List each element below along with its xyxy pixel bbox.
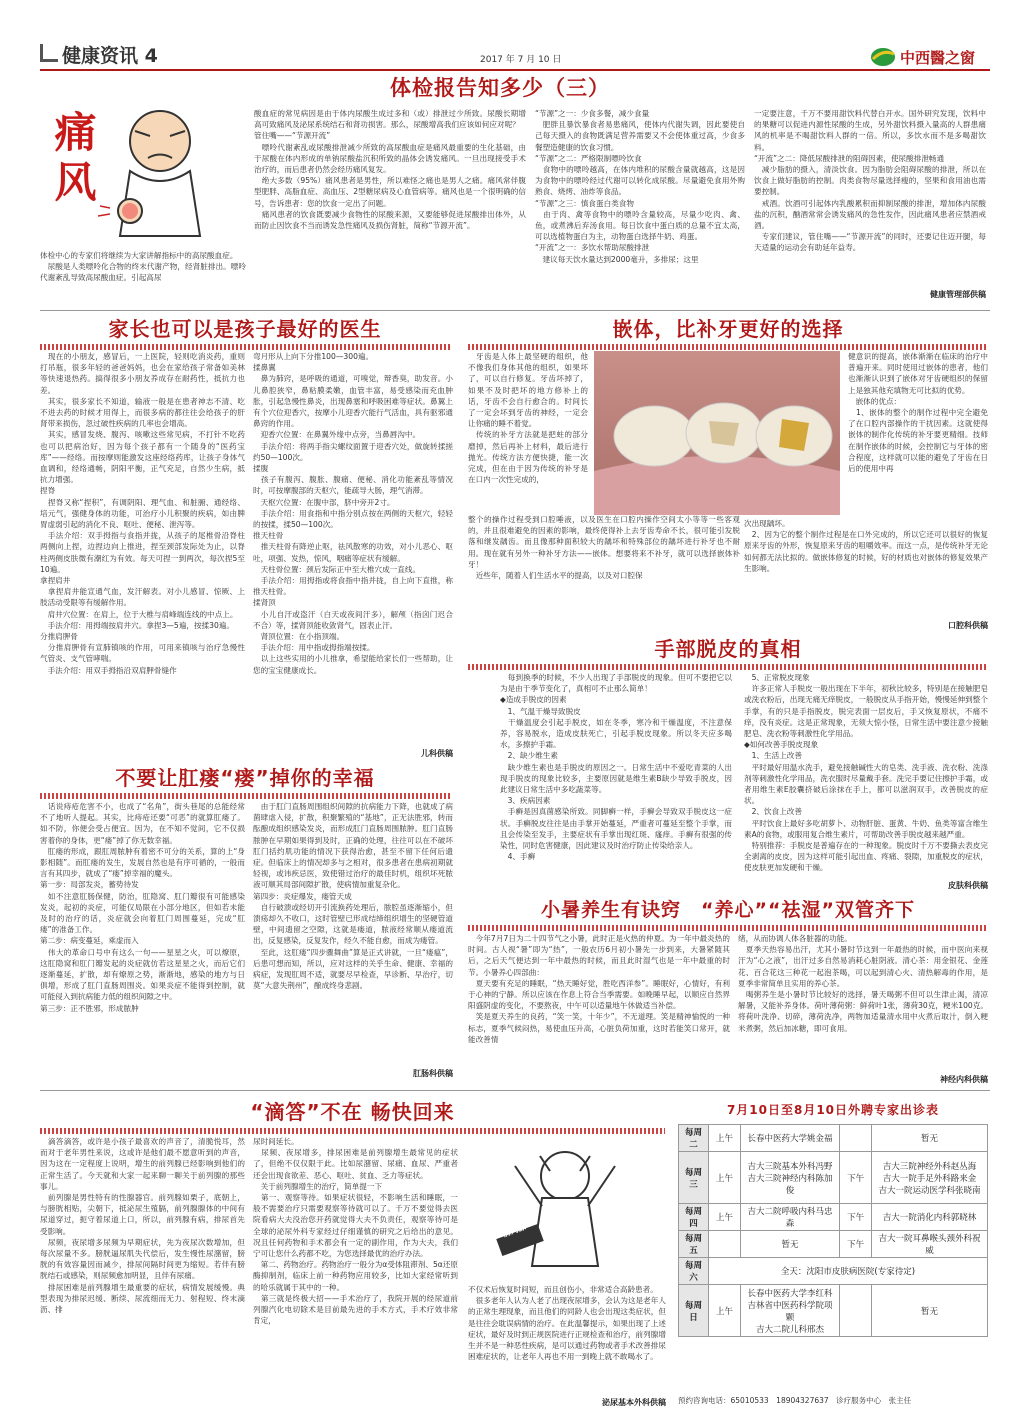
art1-col4: 一定要注意，千万不要用甜饮料代替白开水。国外研究发现，饮料中的果糖可以促进内源性尿酸的生成，另外甜饮料摄入量高的人群患痛风的机率是不喝甜饮料人群的一倍。所以，多饮水而不是多喝甜饮料。 “开流”之二：降低尿酸排泄的阻碍因素，使尿酸排泄畅通 减少脂肪的摄入，清淡饮食。因为脂肪会阻碍尿酸的排泄，所以在饮食上做好脂肪的控制。肉类食物尽量选择瘦的，坚果和食用油也需要控制。 戒酒。饮酒可引起体内乳酸累积而抑制尿酸的排泄，增加体内尿酸盐的沉积，酗酒常常会诱发痛风的急性发作，因此痛风患者应禁酒戒酒。 专家们建议，管住嘴——“节源开流”的同时，还要记住迈开腿，每天适量的运动会有助延年益寿。	[754, 109, 986, 253]
clinic-row	[679, 1152, 988, 1204]
logo-text: 中西醫之窗	[900, 49, 976, 67]
clinic-fullday: 全天：沈阳市皮肤病医院(专家待定)	[709, 1258, 988, 1285]
clinic-am: 长春中医药大学姚金福	[741, 1125, 840, 1152]
clinic-pm: 吉大三院神经外科赵丛海 吉大一院手足外科路来金 吉大一院运动医学科张晓南	[872, 1152, 988, 1204]
title-bar	[40, 344, 450, 350]
comic-text: 痛风	[54, 108, 97, 207]
art6-col1: 今年7月7日为二十四节气之小暑，此时正是火热的仲夏。为一年中最炎热的时间。古人视“暑”即为“热”，一般农历6月初小暑先一步到来，大暑紧随其后，之后天气便达到一年中最热的时候，而且此时湿气也是一年中最重的时节。小暑养心四部曲： 夏天要有充足的睡眠，“热天睡好觉，胜吃西洋参”。睡眠好，心情好，有利于心神的宁静。所以应该在作息上符合当季需要。如晚睡早起，以顺应自然界阳盛阴虚的变化，不要熬夜，中午可以适量地午休做适当补偿。 笑是夏天养生的良药，“笑一笑，十年少”，不无道理。笑是精神愉悦的一种标志，夏季气候闷热，易使血压升高，心脏负荷加重，这时若能笑口常开，就能改善情	[468, 934, 730, 1044]
art3-col1: 牙齿是人体上最坚硬的组织，他不像我们身体其他的组织，如果坏了，可以自行修复。牙齿坏掉了，如果不及时把坏的地方修补上的话，牙齿不会自行愈合的。时间长了一定会坏到牙齿的神经，一定会让你痛的睡不着觉。 传统的补牙方法就是把蛀的部分磨掉，然后再补上材料，最后进行抛光。传统方法方便快捷，能一次完成，但在由于因为传统的补牙是在口内一次性完成的，	[468, 352, 588, 485]
divider	[40, 310, 990, 311]
header-rule	[40, 69, 990, 71]
article-title: 体检报告知多少（三）	[390, 76, 610, 100]
clinic-pm-label	[840, 1285, 872, 1337]
clinic-pm-label: 下午	[840, 1231, 872, 1258]
clinic-pm: 吉大一院耳鼻喉头颈外科祝威	[872, 1231, 988, 1258]
title-bar	[40, 793, 450, 799]
article-title: 小暑养生有诀窍 “养心”“祛湿”双管齐下	[541, 899, 915, 921]
clinic-footer: 预约咨询电话：65010533 18904327637 诊疗服务中心 张主任	[678, 1396, 912, 1405]
clinic-am: 吉大二院呼吸内科马忠森	[741, 1204, 840, 1231]
art7-col3: 不仅术后恢复时间短，而且创伤小，非常适合高龄患者。 很多老年人认为人老了出现夜尿增多，会认为这是老年人的正常生理现象，而且他们的同龄人也会出现这类症状，但是往往会耽误病情的治疗。在此温馨提示，如果出现了上述症状，最好及时到正规医院进行正规检查和治疗，前列腺增生并不是一种恶性疾病，是可以通过药物或者手术改善排尿困难症状的，让老年人再也不用一到晚上就不敢喝水了。	[468, 1285, 666, 1362]
clinic-row	[679, 1204, 988, 1231]
clinic-day: 每周六	[679, 1258, 709, 1285]
clinic-am-label: 上午	[709, 1204, 741, 1231]
clinic-table	[678, 1124, 988, 1337]
clinic-row	[679, 1125, 988, 1152]
clinic-am-label	[709, 1231, 741, 1258]
clinic-row	[679, 1231, 988, 1258]
art1-col3: “节源”之一：少食多餐，减少食量 肥胖且暴饮暴食者易患痛风，使体内代谢失调，因此要使自己每天摄入的食物既满足营养需要又不会使体重过高，少食多餐塑造健康的饮食习惯。 “节源”之二：严格限制嘌呤饮食 食物中的嘌呤越高，在体内堆积的尿酸含量就越高，这是因为食物中的嘌呤经过代谢可以转化成尿酸。尽量避免食用外购熟食、烧烤、油炸等食品。 “节源”之三：慎食蛋白类食物 由于肉、禽等食物中的嘌呤含量较高，尽量少吃肉、禽、鱼，或煮沸后弃汤食用。每日饮食中蛋白质的总量不宜太高，可以选植物蛋白为主，动物蛋白选择牛奶、鸡蛋。 “开流”之一：多饮水帮助尿酸排泄 建议每天饮水量达到2000毫升，多排尿；这里	[535, 109, 745, 264]
art2-source: 儿科供稿	[421, 749, 453, 758]
art3-col1b: 整个的操作过程受到口腔唾液，以及医生在口腔内操作空间太小等等一些客观的，并且很难避免的因素的影响，最终使得补上去牙齿寿命不长，很可能引发脱落和继发龋齿。而且像那种面积较大的龋坏和特殊部位的龋坏进行补牙也不耐用。现在就有另外一种补牙方法——嵌体。想要将来不补牙，就可以选择嵌体补牙！ 近些年，随着人们生活水平的提高，以及对口腔保	[468, 515, 740, 581]
art5-source: 肛肠科供稿	[413, 1069, 453, 1078]
clinic-pm: 暂无	[872, 1125, 988, 1152]
art5-col1: 话说痔疮危害不小，也成了“名角”，街头巷尾的总能经常不了地听人提起。其实，比痔疮还要“可恶”的就算肛瘘了。如不防，你便会受占便宜。因为，在不知不觉间，它不仅损害着你的身体，更“瘘”掉了你无数幸福。 肛瘘的形成，跟肛周脓肿有着密不可分的关系，算的上“身影相随”。而肛瘘的发生，发展自然也是有序可循的，一般而言有其四步，就成了“瘘”掉幸福的魔头。 第一步：局部发炎，蓄势待发 如不注意肛肠保健，防治，肛隐窝、肛门瓣很有可能感染发炎，起初的炎症，可能仅局限在小部分地区，但如若未能及时的治疗的话，炎症就会向着肛门周围蔓延，完成“肛瘘”的准备工作。 第二步：病变蔓延，乘虚而入 伟大的革命口号中有这么一句——星星之火，可以燎原，这肛隐窝和肛门瓣发起的炎症就仿若这星星之火，而后它们逐渐蔓延，扩散，却有燎原之势，渐渐地，感染的地方与日俱增，形成了肛门直肠周围炎。如果炎症不能得到控制，就可能侵入到抗病能力低的组织间隙之中。 第三步：正不胜邪，形成脓肿	[40, 802, 245, 1013]
art1-col1: 体检中心的专家们将继续为大家讲解指标中的高尿酸血症。 尿酸是人类嘌呤化合物的终末代谢产物，经肾脏排出。嘌呤代谢紊乱导致高尿酸血症。引起高尿	[40, 251, 246, 283]
clinic-day: 每周二	[679, 1125, 709, 1152]
clinic-day: 每周五	[679, 1231, 709, 1258]
clinic-pm: 吉大一院消化内科郭晓林	[872, 1204, 988, 1231]
clinic-day: 每周三	[679, 1152, 709, 1204]
clinic-day: 每周四	[679, 1204, 709, 1231]
clinic-am: 暂无	[741, 1231, 840, 1258]
issue-date: 2017 年 7 月 10 日	[480, 55, 562, 65]
clinic-pm-label: 下午	[840, 1204, 872, 1231]
dental-photo	[594, 351, 840, 515]
clinic-pm-label: 下午	[840, 1152, 872, 1204]
clinic-am: 吉大三院基本外科冯野 吉大三院神经内科陈加俊	[741, 1152, 840, 1204]
art7-source: 泌尿基本外科供稿	[602, 1398, 666, 1407]
comic-label: 前列腺	[501, 1222, 527, 1239]
art4-source: 皮肤科供稿	[948, 881, 988, 890]
art3-source: 口腔科供稿	[948, 621, 988, 630]
art3-col3b: 次出现龋坏。 2、因为它的整个制作过程是在口外完成的，所以它还可以很好的恢复原来牙齿的外形，恢复原来牙齿的咀嚼效率。而这一点，是传统补牙无论如何都无法比拟的。做嵌体修复的时候，好的材质也对嵌体的修复效果产生影响。	[744, 519, 988, 573]
art6-source: 神经内科供稿	[940, 1075, 988, 1084]
clinic-pm: 暂无	[872, 1285, 988, 1337]
title-bar	[468, 925, 988, 931]
clinic-am-label: 上午	[709, 1125, 741, 1152]
clinic-am: 长春中医药大学李红科 吉林省中医药科学院项颗 吉大二院儿科邢杰	[741, 1285, 840, 1337]
header-corner	[40, 44, 58, 62]
clinic-am-label: 上午	[709, 1285, 741, 1337]
clinic-am-label: 上午	[709, 1152, 741, 1204]
art1-source: 健康管理部供稿	[930, 290, 986, 299]
art6-col2: 绪，从而协调人体各脏器的功能。 夏季天热容易出汗，尤其小暑时节这到一年最热的时候，而中医向来视汗为“心之液”，出汗过多自然易消耗心脏阴液。清心茶：用金银花、金莲花、百合花这三种花一起泡茶喝，可以起到清心火、清热解毒的作用，是夏季非常简单且实用的养心茶。 喝粥养生是小暑时节比较好的选择，暑天喝粥不但可以生津止渴，清凉解暑，又能补养身体。荷叶薄荷粥：鲜荷叶1张，薄荷30克，粳米100克。将荷叶洗净、切碎，薄荷洗净，两物加适量清水用中火煮后取汁，倒入粳米煮粥，然后加冰糖，即可食用。	[738, 934, 988, 1033]
art2-col1: 现在的小朋友，感冒后，一上医院，轻则吃消炎药，重则打吊瓶，很多年轻的爸爸妈妈，也会在家给孩子常备如美林等快速退热药。搞得很多小朋友养成存在耐药性，抵抗力也差。 其实，很多家长不知道，输液一般是在患者神志不清、吃不进去药的时候才用得上，而很多病的都往往会给孩子的肝肾带来损伤，忽过破性疾病的几率也会增高。 其实，感冒发烧、腹泻、咳嗽这些常见病，不打针不吃药也可以把病治好，因为每个孩子都有一个随身的“医药宝库”——经络。而按摩则能激发这座经络药库，让孩子身体气血调和，经络通畅，阴阳平衡，正气充足，自然少生病，抵抗力增强。 捏脊 捏脊又称“捏积”，有调阴阳、理气血、和脏腑、通经络、培元气，强健身体的功能，可治疗小儿积聚的疾病，如由脾胃虚弱引起的消化不良、呕吐、便秘、泄泻等。 手法介绍：双手拇指与食指并拢，从孩子的尾椎骨沿脊柱两侧向上捏，边捏边向上推进，捏至颈部发际处为止，以脊柱两侧皮肤微有潮红为有效。每天可捏一到两次，每次捏5至10遍。 拿捏肩井 拿捏肩井能宣通气血，发汗解表。对小儿感冒、惊厥、上肢活动受限等有缓解作用。 肩井穴位置：在肩上，位于大椎与肩峰端连线的中点上。 手法介绍：用拇端按肩井穴。拿捏3—5遍，按揉30遍。 分推肩胛骨 分推肩胛骨有宣肺镇咳的作用，可用来镇咳与治疗急慢性气管炎、支气管哮喘。 手法介绍：用双手拇指沿双肩胛骨缝作	[40, 352, 245, 675]
art1-col2: 酸血症的常见病因是由于体内尿酸生成过多和（或）排泄过少所致。尿酸长期增高可致痛风及泌尿系统结石和肾功损害。那么，尿酸增高我们应该如何应对呢？ 管住嘴——“节源开流” 嘌呤代谢紊乱或尿酸排泄减少所致的高尿酸血症是痛风最重要的生化基础，由于尿酸在体内形成的单钠尿酸盐沉积所致的晶体会诱发痛风。一旦出现接受手术治疗的，而后患者仍然会经历痛风复发。 绝大多数（95%）痛风患者是男性，所以难怪之痛也是男人之痛。痛风常伴腹型肥胖、高脂血症、高血压、2型糖尿病及心血管病等。痛风也是一个很明确的信号，告诉患者：您的饮食一定出了问题。 痛风患者的饮食既要减少食物性的尿酸来源，又要能够促进尿酸排出体外，从而防止因饮食不当而诱发急性痛风及损伤肾脏，简称“节源开流”。	[254, 109, 526, 231]
title-bar	[40, 1128, 665, 1134]
clinic-day: 每周日	[679, 1285, 709, 1337]
section-title: 健康资讯 4	[62, 45, 158, 67]
clinic-pm-label	[840, 1125, 872, 1152]
article-title: 不要让肛瘘“瘘”掉你的幸福	[115, 766, 375, 790]
article-title: 家长也可以是孩子最好的医生	[108, 317, 382, 341]
art4-col1: 每到换季的时候，不少人出现了手部脱皮的现象。但可不要把它以为是由于季节变化了，真相可不止那么简单！ ◆造成手脱皮的因素 1、气温干燥导致脱皮 干燥温度会引起手脱皮，如在冬季，寒冷和干燥温度，不注意保养，容易脱水，造成皮肤死亡，引起手脱皮现象。所以冬天应多喝水，多擦护手霜。 2、缺少维生素 缺少维生素也是手脱皮的原因之一。日常生活中不爱吃青菜的人出现手脱皮的现象比较多，主要原因就是维生素B缺少导致手脱皮，因此建议日常生活中多吃蔬菜等。 3、疾病因素 手癣是因真菌感染所致。同脚癣一样，手癣会导致双手脱皮这一症状。手癣脱皮往往是由手掌开始蔓延，严重者可蔓延至整个手掌，而且会传染至发手，主要症状有手掌出现红斑、瘙痒。手癣有很强的传染性，同时危害健康，因此建议及时治疗防止传染给亲人。 4、手癣	[500, 673, 732, 862]
logo-icon	[870, 46, 896, 68]
prostate-comic	[470, 1136, 660, 1281]
clinic-row	[679, 1285, 988, 1337]
art2-col2: 弯月形从上向下分推100—300遍。 揉鼻翼 鼻为肺窍，是呼吸的通道，可嗅觉，辩香臭，助发音。小儿鼻腔狭窄，鼻粘膜柔嫩，血管丰富，易受感染而充血肿胀，引起急慢性鼻炎，出现鼻塞和呼吸困难等症状。鼻翼上有个穴位迎香穴，按摩小儿迎香穴能行气活血，具有驱邪通鼻窍的作用。 迎香穴位置：在鼻翼外缘中点旁，当鼻唇沟中。 手法介绍：将两手指尖螺纹面置于迎香穴处，做旋转揉搓约50—100次。 揉腹 孩子有腹泻、腹胀、腹痛、便秘、消化功能紊乱等情况时，可按摩腹部的天枢穴，能疏导大肠，理气消滞。 天枢穴位置：在腹中部，脐中旁开2寸。 手法介绍：用食指和中指分别点按在两侧的天枢穴，轻轻的按揉，揉50—100次。 推天柱骨 推天柱骨有降逆止呕，祛风散寒的功效，对小儿恶心、呕吐，项强、发热，惊风，咽痛等症状有缓解。 天柱骨位置：颈后发际正中至大椎穴成一直线。 手法介绍：用拇指或将食指中指并拢，自上向下直推，称推天柱骨。 揉肾顶 小儿自汗或盗汗（白天或夜间汗多），解颅（指囟门迟合不合）等，揉肾顶能收敛肾气，固表止汗。 肾顶位置：在小指顶端。 手法介绍：用中指或拇指端按揉。 以上这些实用的小儿推拿，希望能给家长们一些帮助，让您的宝宝健康成长。	[253, 352, 453, 675]
art7-col1: 滴答滴答，或许是小孩子最喜欢的声音了，清脆悦耳，然而对于老年男性来说，这或许是他们最不愿意听到的声音，因为这在一定程度上说明，增生的前列腺已经影响到他们的正常生活了。今天就和大家一起来聊一聊关于前列腺的那些事儿。 前列腺是男性特有的性腺器官。前列腺如栗子，底朝上，与膀胱相贴，尖朝下，抵泌尿生殖膈，前列腺腺体的中间有尿道穿过，扼守着尿道上口，所以，前列腺有病，排尿首先受影响。 尿频，夜尿增多尿频为早期症状，先为夜尿次数增加，但每次尿量不多。膀胱逼尿肌失代偿后，发生慢性尿潴留，膀胱的有效容量因而减少，排尿间隔时间更为缩短。若伴有膀胱结石或感染，则尿频愈加明显，且伴有尿痛。 排尿困难是前列腺增生最重要的症状，病情发展缓慢。典型表现为排尿迟缓、断续、尿流细而无力、射程短、终末滴沥、排	[40, 1137, 245, 1315]
divider	[40, 1090, 990, 1091]
art3-col3: 健意识的提高，嵌体渐渐在临床的治疗中普遍开来。同时使用过嵌体的患者，他们也渐渐认识到了嵌体对牙齿硬组织的保留上是独其他充填物无可比拟的优势。 嵌体的优点： 1、嵌体的整个的制作过程中完全避免了在口腔内部操作的干扰因素。这就使得嵌体的制作化传统的补牙要更精细。技师在制作嵌体的时候，会控制它与牙体的密合程度，这样就可以能的避免了牙齿在日后的使用中再	[848, 352, 988, 474]
art4-col2: 5、正常脱皮现象 许多正常人手脱皮一般出现在下半年，初秋比较多，特别是在接触肥皂或洗衣粉后，出现无痛无痒脱皮，一般脱皮从手指开始，慢慢延伸到整个手掌，有的只是手指脱皮，脱完表面一层皮后，手又恢复原状，不痛不痒，没有炎症。这是正常现象，无须大惊小怪，日常生活中要注意少接触肥皂、洗衣粉等刺激性化学用品。 ◆如何改善手脱皮现象 1、生活上改善 平时最好用温水洗手，避免接触碱性大的皂类、洗手液、洗衣粉、洗涤剂等刺激性化学用品，洗衣服时尽量戴手套。洗完手要记住擦护手霜，或者用维生素E胶囊挤破后涂抹在手上，都可以滋润双手，改善脱皮的症状。 2、饮食上改善 平时饮食上最好多吃胡萝卜、动物肝脏、蛋黄、牛奶、鱼类等富含维生素A的食物，或服用复合维生素片，可帮助改善手脱皮越来越严重。 特别推荐：手脱皮是普遍存在的一种现象。脱皮时千万不要撕去表皮完全剥离的皮皮，因为这样可能引起出血、疼痛、裂隙，加重脱皮的症状，使皮肤更加发硬和干燥。	[744, 673, 988, 873]
art5-col2: 由于肛门直肠周围组织间隙的抗病能力下降，也就成了病菌肆虐入侵，扩散，积聚繁殖的“基地”，正无法胜邪，转而酝酿成组织感染发炎，而形成肛门直肠周围脓肿。肛门直肠脓肿在早期如果得到及时，正确的处理，往往可以在不破坏肛门括约肌功能的情况下获得治愈，甚至不留下任何后遗症。但临床上的情况却多与之相对，很多患者在患病初期就轻视，或讳疾忌医，致使错过治疗的最佳时机，组织坏死脓液可顺其局部间隙扩散，使病情加重复杂化。 第四步：炎症爆发，瘘管天成 自行破溃或经切开引流换药处理后，脓腔虽逐渐缩小，但溃疡却久不收口，这时管壁已形成结缔组织增生的坚硬管道壁，中间遗留之空隙，这就是瘘道，脓液经常顺从瘘道流出，反复感染，反复发作，经久不能自愈，而成为瘘管。 至此，这肛瘘“四步骤舞曲”算是正式讲就，一旦“瘘瘟”，后患可想而知，所以，应对这样的关乎生命、健康、幸福的病症，发现肛周不适，就要尽早检查，早诊断、早治疗，切莫“大意失荆州”，酿成终身悲剧。	[253, 802, 453, 991]
article-title: “滴答”不在 畅快回来	[250, 1100, 455, 1124]
title-bar	[468, 344, 988, 350]
art7-col2: 尿时间延长。 尿频、夜尿增多，排尿困难是前列腺增生最常见的症状了，但绝不仅仅限于此。比如尿潴留、尿痛、血尿、严重者还会出现食欲差、恶心、呕吐、贫血、乏力等症状。 关于前列腺增生的治疗，简单提一下 第一、观察等待。如果症状很轻，不影响生活和睡眠，一般不需要治疗只需要观察等待就可以了。千万不要觉得去医院看病大夫没治您开药就觉得大夫不负责任，观察等待可是全球的泌尿外科专家经过仔细谨慎的研究之后给出的意见。况且任何药物和手术都会有一定的副作用，作为大夫，我们宁可让您什么药都不吃，为您选择最优的治疗办法。 第二、药物治疗。药物治疗一般分为α受体阻滞剂、5α还原酶抑制剂，临床上前一种药物应用较多，比如大家经常听到的哈乐就属于其中的一种。 第三就是终极大招——手术治疗了，我院开展的经尿道前列腺汽化电切除术是目前最先进的手术方式，手术疗效非常肯定，	[253, 1137, 458, 1326]
clinic-title: 7月10日至8月10日外聘专家出诊表	[726, 1103, 940, 1117]
clinic-row	[679, 1258, 988, 1285]
article-title: 手部脱皮的真相	[654, 637, 802, 661]
title-bar	[468, 664, 988, 670]
article-title: 嵌体，比补牙更好的选择	[612, 317, 844, 341]
